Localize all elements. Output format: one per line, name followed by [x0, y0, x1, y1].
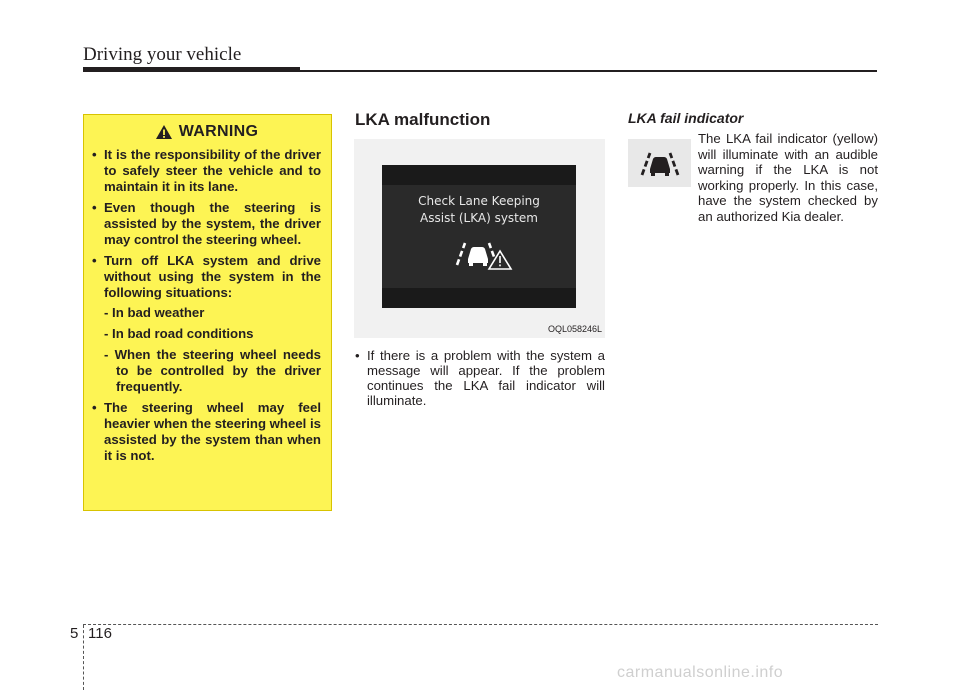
warning-subitem: - In bad road conditions: [104, 326, 254, 341]
lka-car-lane-icon: [628, 139, 691, 187]
warning-item-text: Turn off LKA system and drive without using the system in the following situations:: [104, 253, 321, 300]
screen-bottom-bar: [382, 288, 576, 308]
lka-warning-icon: [453, 237, 515, 271]
section-title: LKA malfunction: [355, 110, 491, 129]
screen-message-line1: Check Lane Keeping: [418, 194, 540, 208]
malfunction-bullet: • If there is a problem with the system a message will appear. If the problem continues the LKA fail indicator will illuminate.: [355, 348, 605, 408]
cluster-screen: [382, 165, 576, 308]
fail-indicator-box: [628, 139, 691, 187]
figure-code: OQL058246L: [547, 324, 602, 334]
warning-item: • It is the responsibility of the driver to safely steer the vehicle and to maintain it in its lane.: [92, 147, 321, 195]
warning-item: [92, 253, 321, 395]
warning-header: [92, 123, 321, 141]
footer-divider: [83, 625, 84, 690]
warning-item: • The steering wheel may feel heavier when the steering wheel is assisted by the system than when it is not.: [92, 400, 321, 464]
cluster-figure: [354, 139, 605, 338]
warning-box: [83, 114, 332, 511]
warning-title: WARNING: [178, 123, 259, 140]
warning-subitem: - In bad weather: [104, 305, 205, 320]
warning-list: [92, 147, 321, 464]
warning-sublist: [104, 305, 321, 395]
warning-triangle-icon: [155, 124, 173, 140]
header-title: Driving your vehicle: [83, 44, 242, 65]
screen-message: [382, 193, 576, 227]
page-number: 116: [88, 625, 112, 642]
chapter-number: 5: [70, 625, 79, 642]
header-bar: [83, 67, 300, 72]
screen-top-bar: [382, 165, 576, 185]
header-rule: [300, 70, 877, 72]
warning-item: • Even though the steering is assisted by the system, the driver may control the steering wheel.: [92, 200, 321, 248]
screen-message-line2: Assist (LKA) system: [420, 211, 538, 225]
watermark: carmanualsonline.info: [617, 664, 784, 681]
fail-indicator-text: The LKA fail indicator (yellow) will illuminate with an audible warning if the LKA is not working properly. In this case, have the system checked by an authorized Kia dealer.: [698, 131, 878, 224]
warning-subitem: - When the steering wheel needs to be controlled by the driver frequently.: [104, 347, 321, 394]
fail-indicator-title: LKA fail indicator: [628, 110, 744, 126]
footer-rule: [83, 624, 878, 625]
